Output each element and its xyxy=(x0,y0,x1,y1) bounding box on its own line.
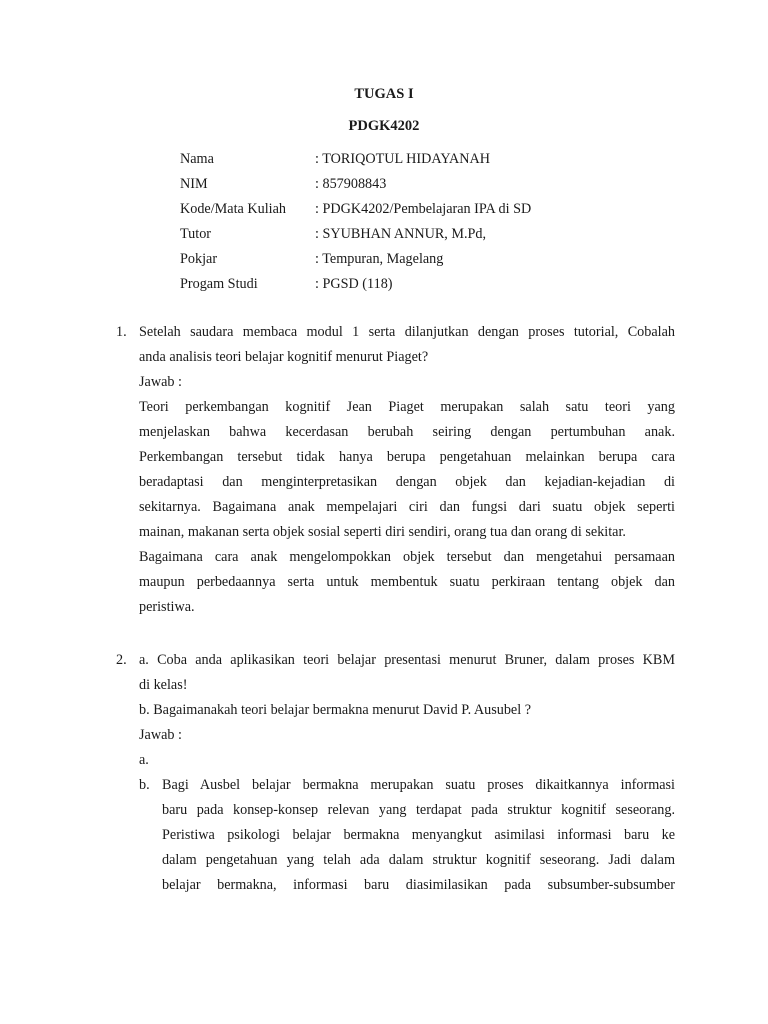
info-value: : Tempuran, Magelang xyxy=(315,251,444,267)
answer-item-b-body xyxy=(162,773,675,898)
answer-text-line: Perkembangan tersebut tidak hanya berupa pengetahuan melainkan berupa cara xyxy=(139,449,675,465)
info-label: Progam Studi xyxy=(180,276,258,292)
info-label: Nama xyxy=(180,151,214,167)
answer-text-line: Peristiwa psikologi belajar bermakna menyangkut asimilasi informasi baru ke xyxy=(162,827,675,843)
info-row-kode xyxy=(180,199,600,224)
answer-item-b xyxy=(139,773,675,898)
answer-text-line: beradaptasi dan menginterpretasikan dengan objek dan kejadian-kejadian di xyxy=(139,474,675,490)
info-label: Tutor xyxy=(180,226,212,242)
answer-text-line: Bagi Ausbel belajar bermakna merupakan suatu proses dikaitkannya informasi xyxy=(162,777,675,793)
question-text-line: anda analisis teori belajar kognitif menurut Piaget? xyxy=(139,349,429,365)
course-code-heading: PDGK4202 xyxy=(348,118,420,134)
info-value: : PDGK4202/Pembelajaran IPA di SD xyxy=(315,201,532,217)
answer-text-line: maupun perbedaannya serta untuk membentuk suatu perkiraan tentang objek dan xyxy=(139,574,675,590)
info-label: NIM xyxy=(180,176,208,192)
answer-text-line: Bagaimana cara anak mengelompokkan objek tersebut dan mengetahui persamaan xyxy=(139,549,675,565)
question-2-body xyxy=(139,648,675,898)
info-row-prodi xyxy=(180,274,600,299)
answer-text-line: peristiwa. xyxy=(139,599,195,615)
answer-text-line: dalam pengetahuan yang telah ada dalam struktur kognitif seseorang. Jadi dalam xyxy=(162,852,675,868)
info-row-tutor xyxy=(180,224,600,249)
question-number: 1. xyxy=(116,324,127,340)
info-value: : TORIQOTUL HIDAYANAH xyxy=(315,151,490,167)
question-text-line: Setelah saudara membaca modul 1 serta dilanjutkan dengan proses tutorial, Cobalah xyxy=(139,324,675,340)
answer-label: Jawab : xyxy=(139,727,182,743)
question-text-line: di kelas! xyxy=(139,677,188,693)
info-label: Pokjar xyxy=(180,251,218,267)
question-text-line: a. Coba anda aplikasikan teori belajar presentasi menurut Bruner, dalam proses KBM xyxy=(139,652,675,668)
document-title: TUGAS I xyxy=(354,86,414,102)
question-text-line: b. Bagaimanakah teori belajar bermakna menurut David P. Ausubel ? xyxy=(139,702,532,718)
info-label: Kode/Mata Kuliah xyxy=(180,201,286,217)
info-row-nama xyxy=(180,149,600,174)
answer-text-line: Teori perkembangan kognitif Jean Piaget merupakan salah satu teori yang xyxy=(139,399,675,415)
answer-text-line: belajar bermakna, informasi baru diasimilasikan pada subsumber-subsumber xyxy=(162,877,675,893)
info-value: : PGSD (118) xyxy=(315,276,393,292)
answer-item-a: a. xyxy=(139,752,149,768)
info-value: : SYUBHAN ANNUR, M.Pd, xyxy=(315,226,487,242)
question-1-body xyxy=(139,320,675,620)
answer-text-line: mainan, makanan serta objek sosial seperti diri sendiri, orang tua dan orang di sekitar. xyxy=(139,524,626,540)
answer-label: Jawab : xyxy=(139,374,182,390)
answer-text-line: sekitarnya. Bagaimana anak mempelajari ciri dan fungsi dari suatu objek seperti xyxy=(139,499,675,515)
answer-text-line: menjelaskan bahwa kecerdasan berubah seiring dengan pertumbuhan anak. xyxy=(139,424,675,440)
info-row-nim xyxy=(180,174,600,199)
answer-text-line: baru pada konsep-konsep relevan yang terdapat pada struktur kognitif seseorang. xyxy=(162,802,675,818)
info-value: : 857908843 xyxy=(315,176,387,192)
answer-item-marker: b. xyxy=(139,777,150,793)
info-row-pokjar xyxy=(180,249,600,274)
question-number: 2. xyxy=(116,652,127,668)
student-info-block xyxy=(180,149,600,299)
